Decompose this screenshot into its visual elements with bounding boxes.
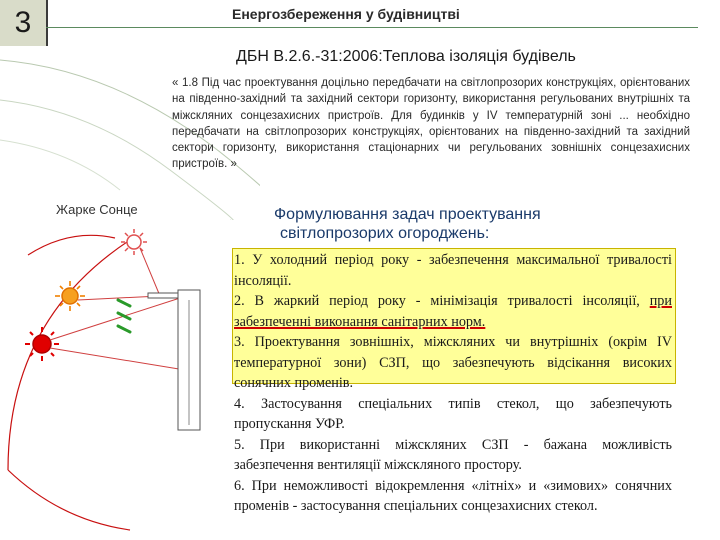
task-item-3: 3. Проектування зовнішніх, міжскляних чи внутрішніх (окрім IV температурної зони) СЗП, що забезпечують відсікання високих сонячних променів. (234, 334, 672, 391)
sun-label: Жарке Сонце (56, 202, 138, 217)
tasks-title-line1: Формулювання задач проектування (274, 206, 541, 223)
task-item-2-underlined: при забезпеченні виконання санітарних норм. (234, 293, 672, 330)
sun-illustration (0, 210, 240, 540)
sun-icon-mid (55, 281, 85, 311)
document-title: ДБН В.2.6.-31:2006:Теплова ізоляція будівель (236, 48, 576, 65)
tasks-title-line2: світлопрозорих огороджень: (280, 225, 490, 242)
sun-icon-high (121, 229, 147, 255)
standard-quote: « 1.8 Під час проектування доцільно передбачати на світлопрозорих конструкціях, орієнтованих на південно-західний та західний сектори горизонту, використання регульованих внутрішніх та міжскляних сонцезахисних пристроїв. Для будинків у IV температурній зоні ... необхідно передбачати на світлопрозорих конструкціях, орієнтованих на південно-західний та західний сектори горизонту, використання стаціонарних чи регульованих зовнішніх сонцезахисних пристроїв. » (172, 77, 690, 171)
task-item-2-text: 2. В жаркий період року - мінімізація тривалості інсоляції, (234, 293, 650, 309)
tasks-title (274, 205, 614, 243)
task-item-2 (234, 291, 672, 332)
header-title: Енергозбереження у будівництві (232, 6, 460, 22)
tasks-list (234, 250, 672, 517)
task-item-4: 4. Застосування спеціальних типів стекол, що забезпечують пропускання УФР. (234, 395, 672, 432)
slide-number: 3 (0, 0, 48, 46)
shading-louvers-icon (118, 300, 130, 332)
task-item-1: 1. У холодний період року - забезпечення максимальної тривалості інсоляції. (234, 252, 672, 289)
task-item-5: 5. При використанні міжскляних СЗП - бажана можливість забезпечення вентиляції міжскляного простору. (234, 436, 672, 473)
task-item-6: 6. При неможливості відокремлення «літніх» и «зимових» сонячних променів - застосування спеціальних сонцезахисних стекол. (234, 477, 672, 514)
header-divider (46, 27, 698, 28)
window-section-icon (148, 290, 200, 430)
